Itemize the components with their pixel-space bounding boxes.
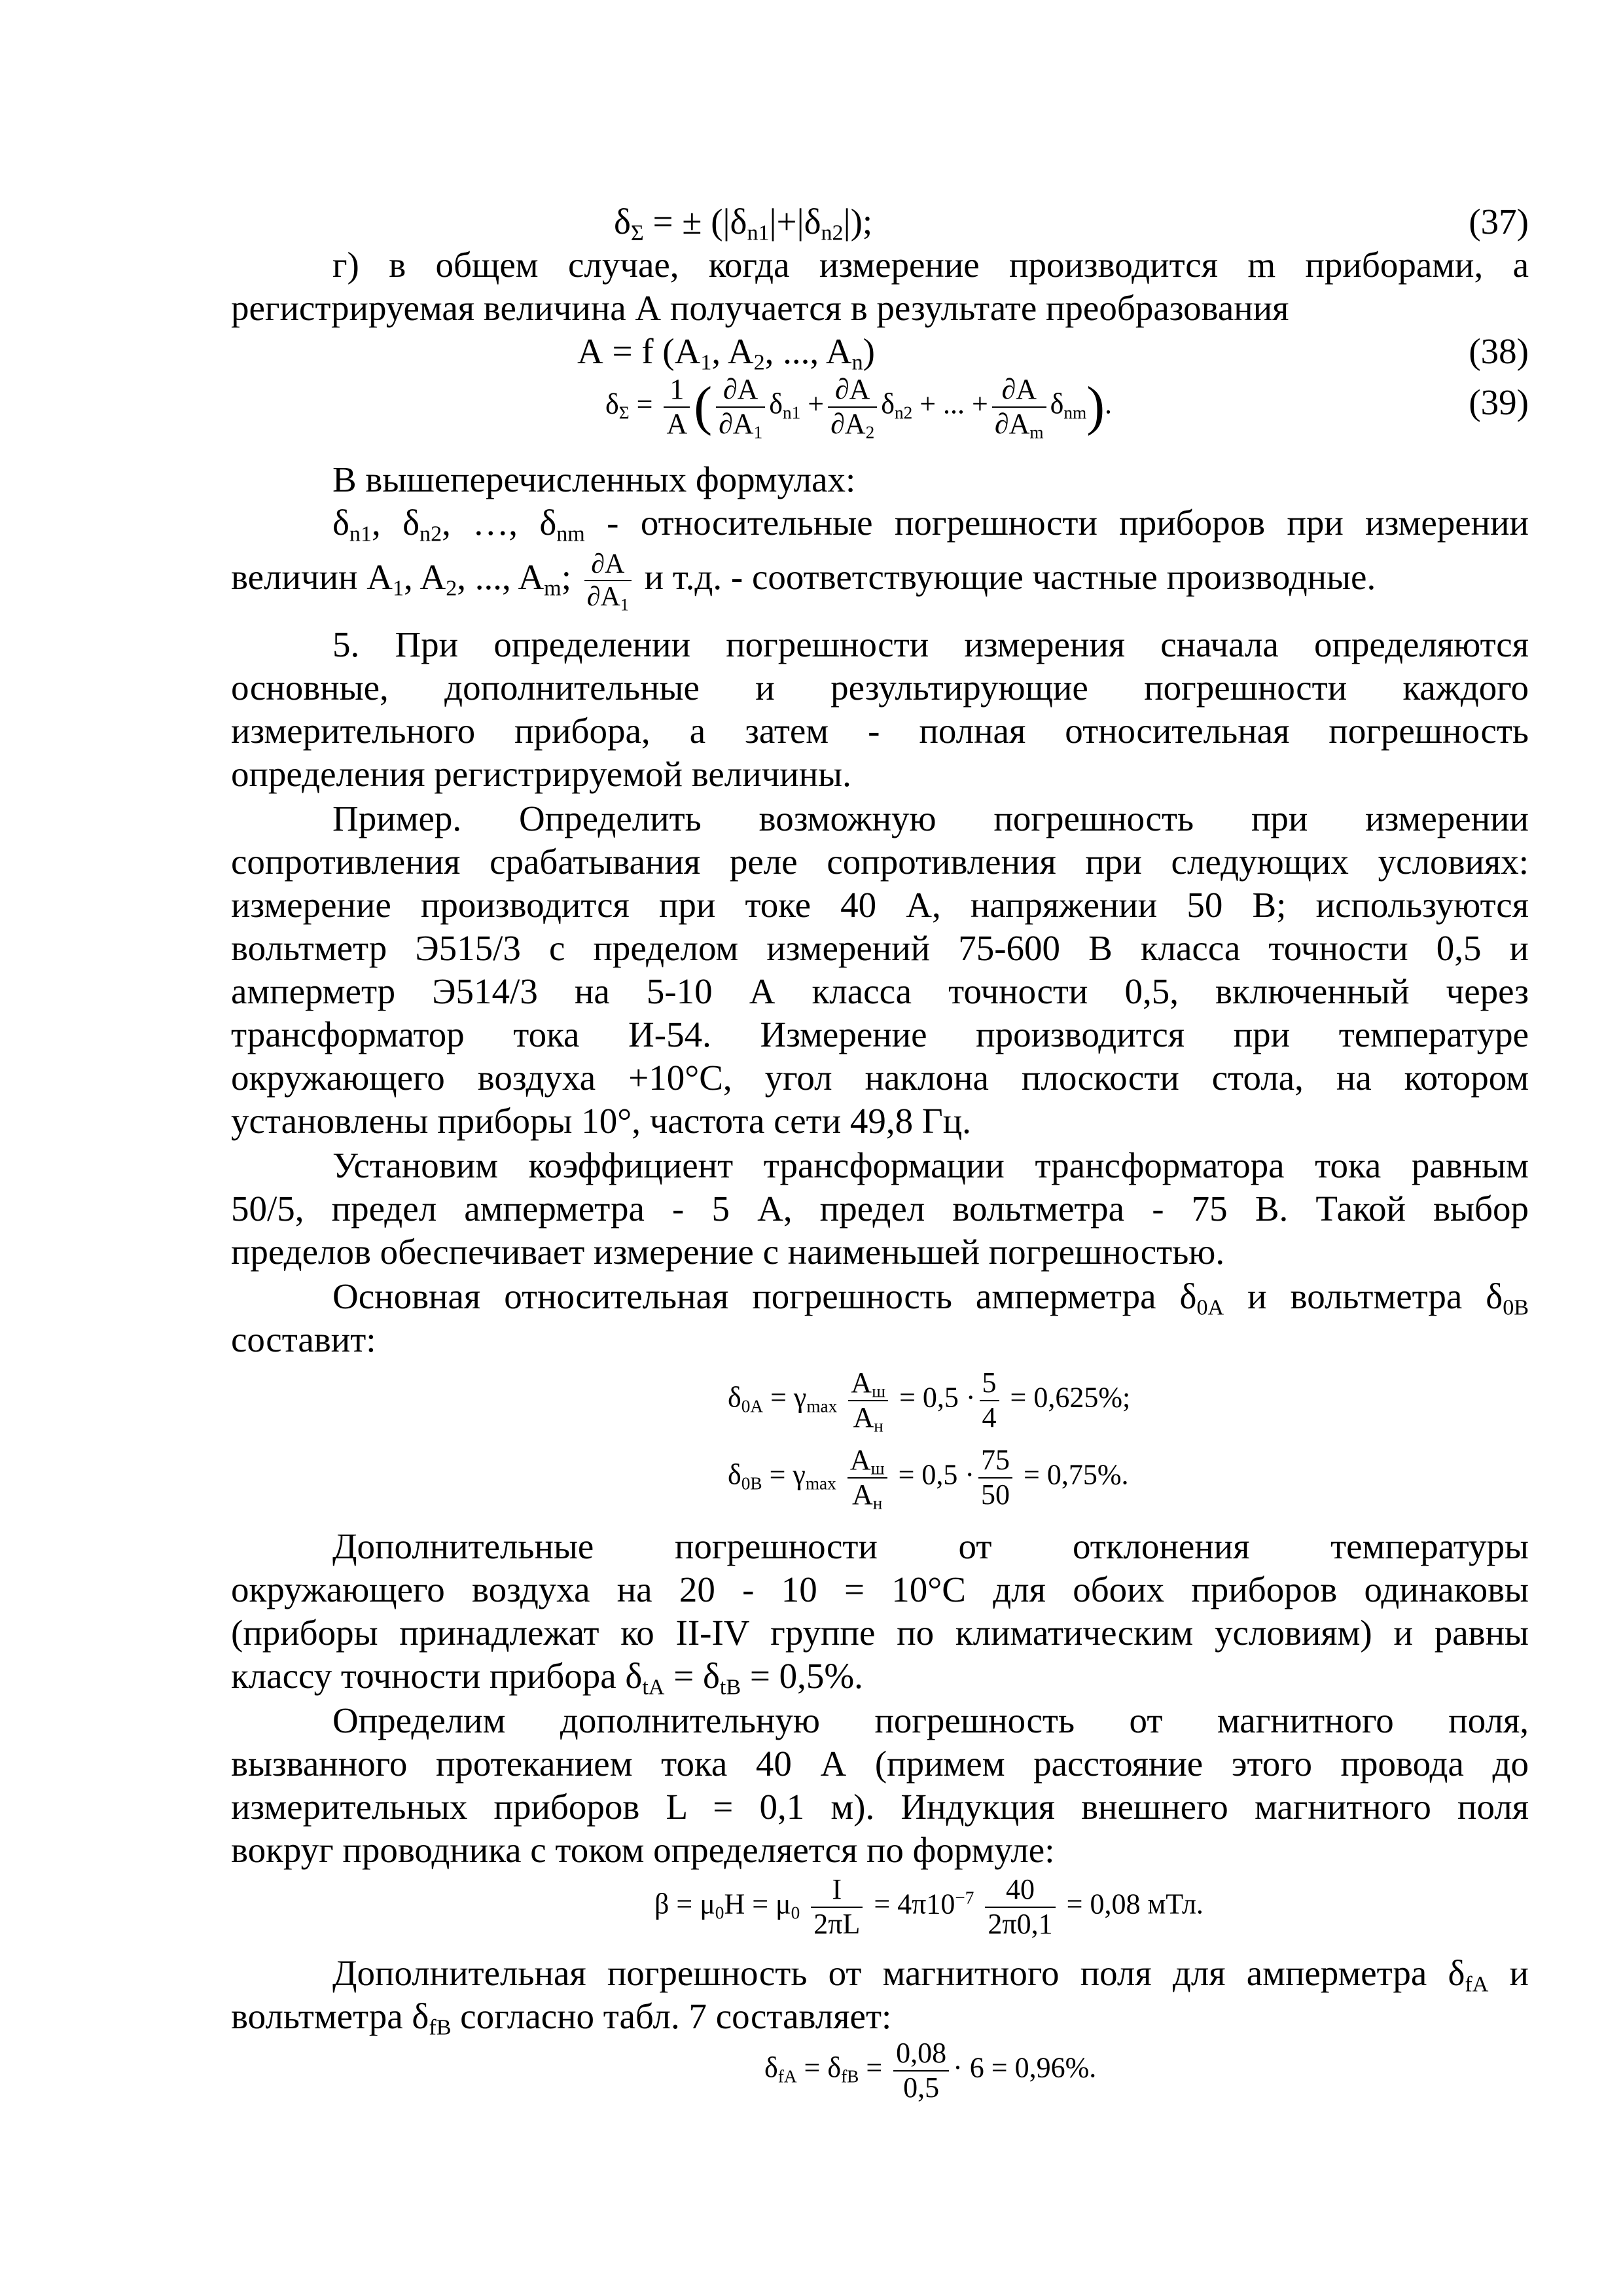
p5-line3: измерительного прибора, а затем - полная относительная погрешность [231,711,1529,751]
example-line2: сопротивления срабатывания реле сопротивления при следующих условиях: [231,842,1529,882]
mag-line1: Определим дополнительную погрешность от магнитного поля, [332,1700,1529,1740]
mag-line2: вызванного протеканием тока 40 А (примем расстояние этого провода до [231,1744,1529,1784]
equation-38-number: (38) [1469,331,1529,371]
eq37-mid1: = ± (|δ [643,202,747,242]
eq37-mid2: |+|δ [769,202,821,242]
formula-delta-0B: $\delta_{0B} = \gamma_{max}$ $\frac{A_ш}{A_н}$ = 0,5 · $\frac{75}{50}$ = 0,75%. [728,1444,1129,1513]
example-line7: окружающего воздуха +10°С, угол наклона плоскости стола, на котором [231,1058,1529,1098]
temp-line3: (приборы принадлежат ко II-IV группе по климатическим условиям) и равны [231,1613,1529,1653]
formulas-intro: В вышеперечисленных формулах: [332,459,856,499]
example-line8: установлены приборы 10°, частота сети 49,8 Гц. [231,1101,971,1141]
case-g-line2: регистрируемая величина А получается в результате преобразования [231,288,1289,328]
case-g-line1: г) в общем случае, когда измерение производится m приборами, а [332,245,1529,285]
set-line1: Установим коэффициент трансформации трансформатора тока равным [332,1145,1529,1185]
temp-line4: классу точности прибора $\delta_{tA} = \delta_{tB} = 0,5\%$. [231,1656,863,1700]
basic-line1: Основная относительная погрешность амперметра $\delta_{0А}$ и вольтметра $\delta_{0В}$ [332,1276,1529,1320]
p5-line4: определения регистрируемой величины. [231,754,851,794]
mag-line4: вокруг проводника с током определяется по формуле: [231,1830,1055,1870]
eq37-sub: Σ [630,221,644,245]
eq37-end: |); [843,202,873,242]
example-line5: амперметр Э514/3 на 5-10 А класса точности 0,5, включенный через [231,971,1529,1011]
addmag-line1: Дополнительная погрешность от магнитного поля для амперметра $\delta_{fA}$ и [332,1953,1529,1997]
temp-line2: окружающего воздуха на 20 - 10 = 10°С для обоих приборов одинаковы [231,1570,1529,1609]
equation-39-number: (39) [1469,382,1529,422]
example-line3: измерение производится при токе 40 А, напряжении 50 В; используются [231,885,1529,925]
equation-37 [614,200,1007,243]
example-line6: трансформатор тока И-54. Измерение производится при температуре [231,1014,1529,1054]
addmag-line2: вольтметра $\delta_{fB}$ согласно табл. 7 составляет: [231,1996,892,2040]
set-line2: 50/5, предел амперметра - 5 А, предел вольтметра - 75 В. Такой выбор [231,1189,1529,1229]
defs-line1: $\delta_{n1}$, $\delta_{n2}$, …, $\delta_{nm}$ - относительные погрешности приборов при измерении [332,503,1529,547]
formula-delta-0A: $\delta_{0A} = \gamma_{max}$ $\frac{A_ш}{A_н}$ = 0,5 · $\frac{5}{4}$ = 0,625%; [728,1367,1131,1436]
defs-line2: величин $A_1$, $A_2$, ..., $A_m$; $\frac{\partial A}{\partial A_1}$ и т.д. - соответствующие частные производные. [231,549,1376,615]
p5-line1: 5. При определении погрешности измерения сначала определяются [332,624,1529,664]
basic-line2: составит: [231,1319,376,1359]
mag-line3: измерительных приборов L = 0,1 м). Индукция внешнего магнитного поля [231,1787,1529,1827]
formula-beta: $\beta = \mu_0H = \mu_0$ $\frac{I}{2\pi L}$ = $4\pi 10^{-7}$ $\frac{40}{2\pi 0,1}$ = 0,08 мТл. [654,1873,1204,1940]
temp-line1: Дополнительные погрешности от отклонения температуры [332,1526,1529,1566]
equation-37-number: (37) [1469,202,1529,242]
equation-38: А = f ($A_1$, $A_2$, ..., $A_n$) [577,331,875,375]
example-line4: вольтметр Э515/3 с пределом измерений 75-600 В класса точности 0,5 и [231,928,1529,968]
formula-final: $\delta_{fA} = \delta_{fB}$ = $\frac{0,08}{0,5}$ · 6 = 0,96%. [764,2037,1097,2104]
equation-39: $\delta_\Sigma$ = $\frac{1}{A}$ ( $\frac{\partial A}{\partial A_1}$ $\delta_{n1}$ + $\frac{\partial A}{\partial A_2}$ $\delta_{n2}$ + ... + $\frac{\partial A}{\partial A_m}$ $\delta_{nm}$). [605,373,1113,442]
eq37-delta: δ [614,202,631,242]
example-line1: Пример. Определить возможную погрешность при измерении [332,798,1529,838]
eq37-n1: n1 [747,221,770,245]
set-line3: пределов обеспечивает измерение с наименьшей погрешностью. [231,1232,1225,1272]
p5-line2: основные, дополнительные и результирующие погрешности каждого [231,668,1529,708]
eq37-n2: n2 [821,221,844,245]
